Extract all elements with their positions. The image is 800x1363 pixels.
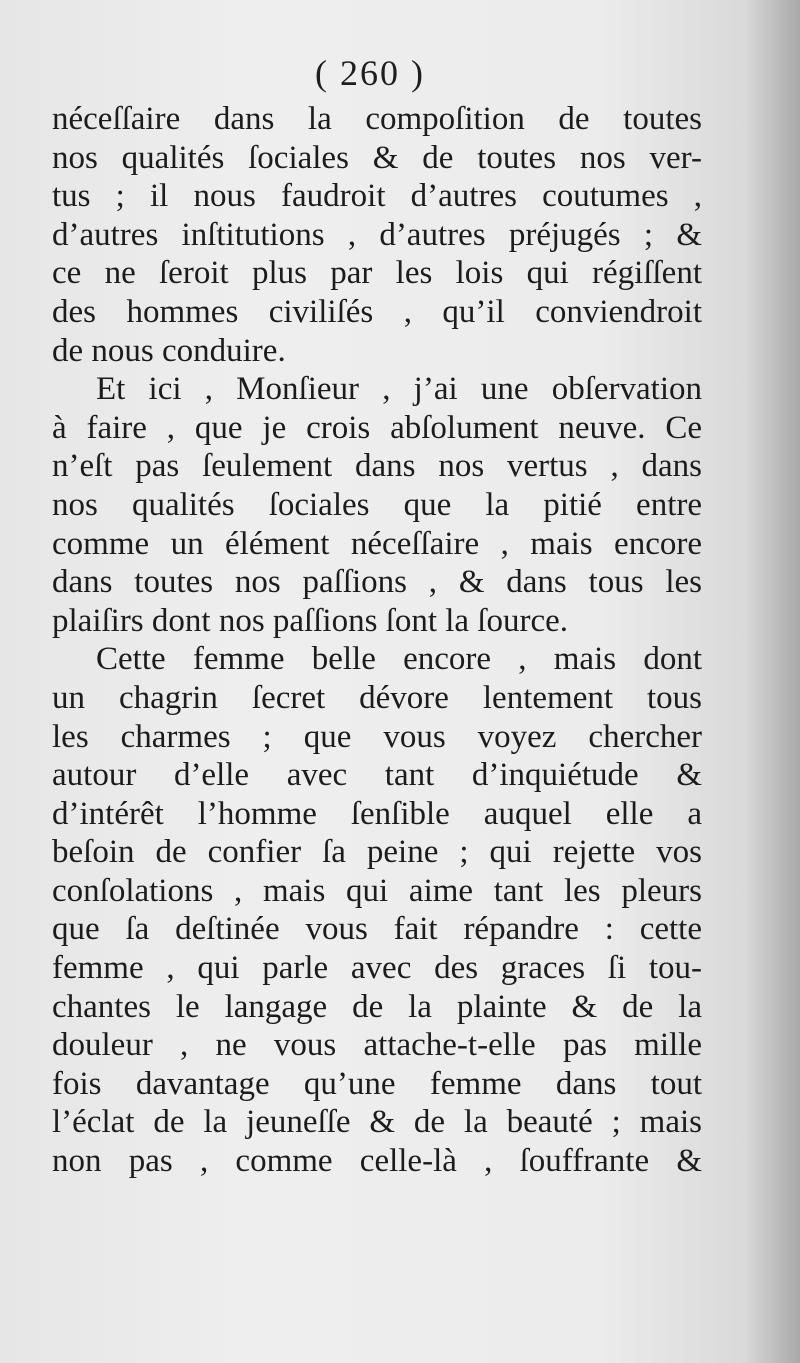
page-number: ( 260 )	[315, 53, 425, 93]
text-line: un chagrin ſecret dévore lentement tous	[52, 679, 702, 716]
text-line: ce ne ſeroit plus par les lois qui régiſſent	[52, 255, 702, 292]
text-line: femme , qui parle avec des graces ſi tou-	[52, 950, 702, 987]
text-line: comme un élément néceſſaire , mais encore	[52, 525, 702, 562]
text-line: plaiſirs dont nos paſſions ſont la ſource.	[52, 602, 569, 639]
text-line: néceſſaire dans la compoſition de toutes	[52, 101, 702, 137]
text-line: les charmes ; que vous voyez chercher	[52, 718, 702, 755]
text-line: fois davantage qu’une femme dans tout	[52, 1065, 702, 1102]
text-line: nos qualités ſociales & de toutes nos ver-	[52, 139, 702, 176]
body-text	[52, 100, 702, 1181]
text-line: chantes le langage de la plainte & de la	[52, 988, 702, 1025]
text-line: d’intérêt l’homme ſenſible auquel elle a	[52, 795, 702, 832]
text-line: n’eſt pas ſeulement dans nos vertus , dans	[52, 448, 702, 485]
text-line: nos qualités ſociales que la pitié entre	[52, 486, 702, 523]
text-line: conſolations , mais qui aime tant les pleurs	[52, 872, 702, 909]
text-line: que ſa deſtinée vous fait répandre : cette	[52, 911, 702, 948]
text-line: non pas , comme celle-là , ſouffrante &	[52, 1143, 702, 1180]
text-line: dans toutes nos paſſions , & dans tous les	[52, 564, 702, 601]
text-line: tus ; il nous faudroit d’autres coutumes ,	[52, 178, 702, 215]
text-line: d’autres inſtitutions , d’autres préjugés ; &	[52, 216, 702, 253]
text-line: l’éclat de la jeuneſſe & de la beauté ; mais	[52, 1104, 702, 1141]
text-line: des hommes civiliſés , qu’il conviendroit	[52, 293, 702, 330]
text-line: à faire , que je crois abſolument neuve. Ce	[52, 409, 702, 446]
text-line: Et ici , Monſieur , j’ai une obſervation	[96, 371, 702, 408]
text-line: douleur , ne vous attache-t-elle pas mille	[52, 1027, 702, 1064]
text-line: autour d’elle avec tant d’inquiétude &	[52, 757, 702, 794]
text-line: beſoin de confier ſa peine ; qui rejette vos	[52, 834, 702, 871]
text-line: de nous conduire.	[52, 332, 286, 369]
text-line: Cette femme belle encore , mais dont	[96, 641, 702, 678]
